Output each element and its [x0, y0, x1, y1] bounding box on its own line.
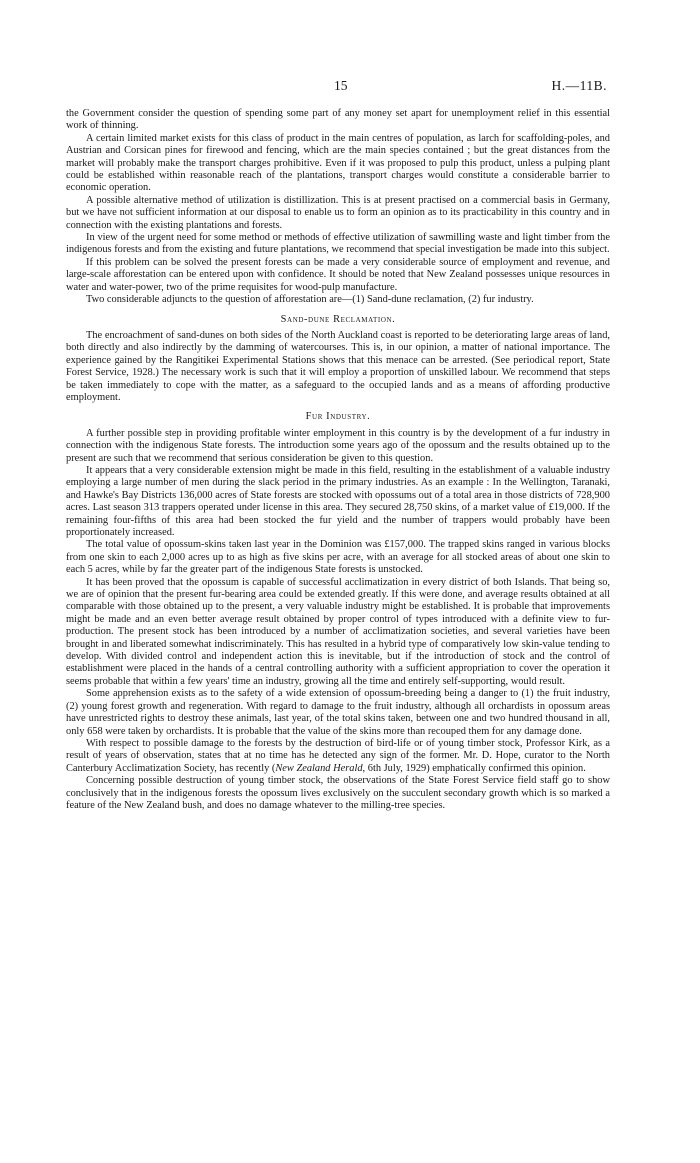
paragraph: In view of the urgent need for some method or methods of effective utilization of sawmilling waste and light timber from the indigenous forests and from the existing and future plantations, we recommend that special investigation be made into this subject.	[66, 232, 610, 256]
paragraph: Some apprehension exists as to the safety of a wide extension of opossum-breeding being a danger to (1) the fruit industry, (2) young forest growth and regeneration. With regard to damage to the fruit industry, although all orchardists in opossum areas have unrestricted rights to destroy these animals, last year, of the total skins taken, between one and two hundred thousand in all, only 658 were taken by orchardists. It is probable that the value of the skins more than recouped them for any damage done.	[66, 688, 610, 737]
newspaper-title: New Zealand Herald	[275, 762, 363, 774]
document-body	[66, 108, 610, 812]
paragraph	[66, 738, 610, 775]
paragraph: A further possible step in providing profitable winter employment in this country is by the development of a fur industry in connection with the indigenous State forests. The introduction some years ago of the opossum and the results obtained up to the present are such that we recommend that serious consideration be given to this question.	[66, 427, 610, 464]
paragraph: A possible alternative method of utilization is distillization. This is at present practised on a commercial basis in Germany, but we have not sufficient information at our disposal to enable us to form an opinion as to its practicability in this country and in connection with the existing plantations and forests.	[66, 194, 610, 231]
paragraph: The encroachment of sand-dunes on both sides of the North Auckland coast is reported to be deteriorating large areas of land, both directly and also indirectly by the damming of watercourses. This is, in our opinion, a matter of national importance. The experience gained by the Rangitikei Experimental Stations shows that this menace can be arrested. (See periodical report, State Forest Service, 1928.) The necessary work is such that it will employ a proportion of unskilled labour. We recommend that steps be taken immediately to cope with the matter, as a safeguard to the occupied lands and as a means of affording productive employment.	[66, 329, 610, 403]
paragraph: It appears that a very considerable extension might be made in this field, resulting in the establishment of a valuable industry employing a large number of men during the slack period in the primary industries. As an example : In the Wellington, Taranaki, and Hawke's Bay Districts 136,000 acres of State forests are stocked with opossums out of a total area in those districts of 728,900 acres. Last season 313 trappers operated under license in this area. They secured 28,750 skins, of a market value of £19,000. If the remaining four-fifths of this area had been stocked the fur yield and the number of trappers would probably have been proportionately increased.	[66, 464, 610, 538]
text-run: , 6th July, 1929) emphatically confirmed this opinion.	[362, 762, 586, 774]
section-heading-fur-industry: Fur Industry.	[305, 411, 371, 423]
paragraph: The total value of opossum-skins taken last year in the Dominion was £157,000. The trapped skins ranged in various blocks from one skin to each 2,000 acres up to as high as five skins per acre, with an average for all stocked areas of about one skin to each 5 acres, while by far the greater part of the indigenous State forests is unstocked.	[66, 539, 610, 576]
paragraph: It has been proved that the opossum is capable of successful acclimatization in every district of both Islands. That being so, we are of opinion that the present fur-bearing area could be extended greatly. If this were done, and average results obtained at all comparable with those obtained up to the present, a very valuable industry might be established. It is probable that improvements might be made and an even better average result obtained by proper control of types introduced with a definite view to fur-production. The present stock has been introduced by a number of acclimatization societies, and several varieties have been brought in and liberated somewhat indiscriminately. This has resulted in a hybrid type of comparatively low skin-value tending to develop. With divided control and independent action this is inevitable, but if the introduction of stock and the control of establishment were placed in the hands of a central controlling authority with a sufficient appropriation to cover the operation it seems probable that within a few years' time an industry, growing all the time and entirely self-supporting, would result.	[66, 576, 610, 687]
page-number: 15	[334, 78, 348, 93]
paragraph: the Government consider the question of spending some part of any money set apart for unemployment relief in this essential work of thinning.	[66, 108, 610, 132]
document-reference: H.—11B.	[551, 78, 607, 93]
section-heading-sand-dune: Sand-dune Reclamation.	[280, 313, 396, 325]
paragraph: Concerning possible destruction of young timber stock, the observations of the State Forest Service field staff go to show conclusively that in the indigenous forests the opossum lives exclusively on the succulent secondary growth which is so marked a feature of the New Zealand bush, and does no damage whatever to the milling-tree species.	[66, 775, 610, 811]
page-header	[0, 78, 700, 96]
paragraph: A certain limited market exists for this class of product in the main centres of population, as larch for scaffolding-poles, and Austrian and Corsican pines for firewood and fencing, which are the main species contained ; but the great distances from the market will probably make the transport charges prohibitive. Even if it was proposed to pulp this product, unless a pulping plant could be established within reasonable reach of the plantations, transport charges would constitute a considerable barrier to economic operation.	[66, 132, 610, 194]
text-run: With respect to possible damage to the forests by the destruction of bird-life or of young timber stock, Professor Kirk, as a result of years of observation, states that at no time has he detected any sign of the former. Mr. D. Hope, curator to the North Canterbury Acclimatization Society, has recently (	[66, 737, 610, 774]
paragraph: If this problem can be solved the present forests can be made a very considerable source of employment and revenue, and large-scale afforestation can be entered upon with confidence. It should be noted that New Zealand possesses unique resources in water and water-power, two of the prime requisites for wood-pulp manufacture.	[66, 256, 610, 293]
paragraph: Two considerable adjuncts to the question of afforestation are—(1) Sand-dune reclamation, (2) fur industry.	[86, 294, 534, 306]
